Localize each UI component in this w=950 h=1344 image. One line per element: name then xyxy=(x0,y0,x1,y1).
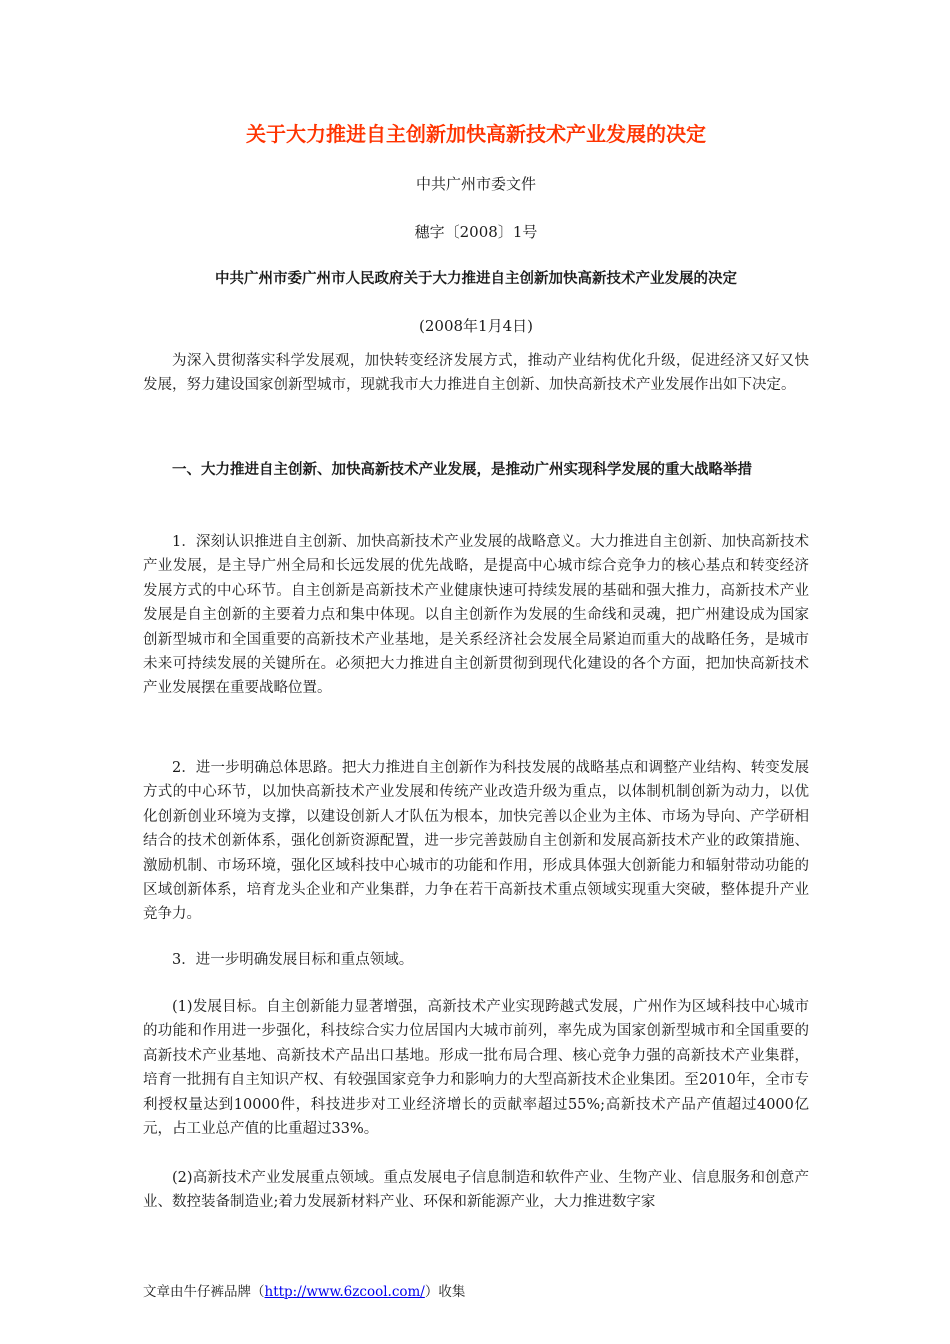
paragraph-2: 2．进一步明确总体思路。把大力推进自主创新作为科技发展的战略基点和调整产业结构、转变发展方式的中心环节，以加快高新技术产业发展和传统产业改造升级为重点，以体制机制创新为动力，以优化创新创业环境为支撑，以建设创新人才队伍为根本，加快完善以企业为主体、市场为导向、产学研相结合的技术创新体系，强化创新资源配置，进一步完善鼓励自主创新和发展高新技术产业的政策措施、激励机制、市场环境，强化区域科技中心城市的功能和作用，形成具体强大创新能力和辐射带动功能的区域创新体系，培育龙头企业和产业集群，力争在若干高新技术重点领域实现重大突破，整体提升产业竞争力。 xyxy=(143,760,809,923)
document-title: 关于大力推进自主创新加快高新技术产业发展的决定 xyxy=(246,122,706,146)
intro-paragraph: 为深入贯彻落实科学发展观，加快转变经济发展方式，推动产业结构优化升级，促进经济又好又快发展，努力建设国家创新型城市，现就我市大力推进自主创新、加快高新技术产业发展作出如下决定。 xyxy=(143,353,809,394)
paragraph-3: 3．进一步明确发展目标和重点领域。 xyxy=(172,952,414,968)
paragraph-1: 1．深刻认识推进自主创新、加快高新技术产业发展的战略意义。大力推进自主创新、加快高新技术产业发展，是主导广州全局和长远发展的优先战略，是提高中心城市综合竞争力的核心基点和转变经济发展方式的中心环节。自主创新是高新技术产业健康快速可持续发展的基础和强大推力，高新技术产业发展是自主创新的主要着力点和集中体现。以自主创新作为发展的生命线和灵魂，把广州建设成为国家创新型城市和全国重要的高新技术产业基地，是关系经济社会发展全局紧迫而重大的战略任务，是城市未来可持续发展的关键所在。必须把大力推进自主创新贯彻到现代化建设的各个方面，把加快高新技术产业发展摆在重要战略位置。 xyxy=(143,534,809,697)
document-date: (2008年1月4日) xyxy=(419,317,533,335)
section-heading-1: 一、大力推进自主创新、加快高新技术产业发展，是推动广州实现科学发展的重大战略举措 xyxy=(172,462,752,478)
footer-suffix: ）收集 xyxy=(424,1284,466,1300)
issuer-line: 中共广州市委文件 xyxy=(415,175,536,193)
document-subtitle: 中共广州市委广州市人民政府关于大力推进自主创新加快高新技术产业发展的决定 xyxy=(215,271,737,287)
paragraph-5: (2)高新技术产业发展重点领域。重点发展电子信息制造和软件产业、生物产业、信息服务和创意产业、数控装备制造业;着力发展新材料产业、环保和新能源产业，大力推进数字家 xyxy=(143,1170,809,1211)
footer-note xyxy=(143,1282,465,1302)
footer-link[interactable]: http://www.6zcool.com/ xyxy=(264,1284,425,1300)
paragraph-4: (1)发展目标。自主创新能力显著增强，高新技术产业实现跨越式发展，广州作为区域科技中心城市的功能和作用进一步强化，科技综合实力位居国内大城市前列，率先成为国家创新型城市和全国重要的高新技术产业基地、高新技术产品出口基地。形成一批布局合理、核心竞争力强的高新技术产业集群，培育一批拥有自主知识产权、有较强国家竞争力和影响力的大型高新技术企业集团。至2010年，全市专利授权量达到10000件，科技进步对工业经济增长的贡献率超过55%;高新技术产品产值超过4000亿元，占工业总产值的比重超过33%。 xyxy=(143,999,809,1138)
document-number: 穗字〔2008〕1号 xyxy=(414,223,538,241)
footer-prefix: 文章由牛仔裤品牌（ xyxy=(143,1284,265,1300)
